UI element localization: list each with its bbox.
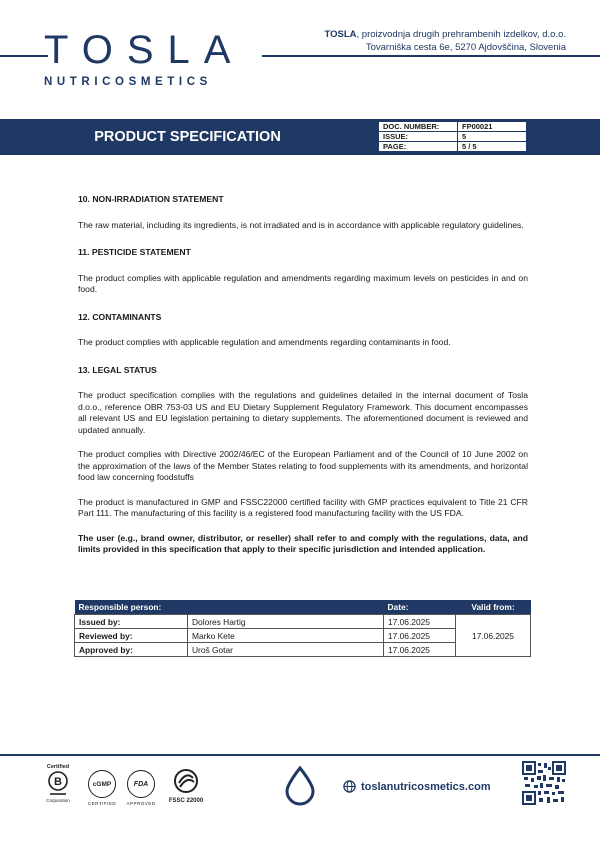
fda-text: FDA: [133, 780, 149, 788]
section-10-text: The raw material, including its ingredients, is not irradiated and is in accordance with applicable regulatory guidelines.: [78, 219, 524, 230]
fda-badge: [124, 770, 158, 806]
section-11-text: The product complies with applicable regulation and amendments regarding maximum levels on pesticides in and on food.: [78, 272, 528, 294]
company-descriptor: , proizvodnja drugih prehrambenih izdelkov, d.o.o.: [356, 29, 566, 40]
globe-icon: [343, 780, 356, 793]
valid-from-cell: 17.06.2025: [456, 615, 531, 657]
logo-subtitle: NUTRICOSMETICS: [44, 76, 212, 88]
responsible-persons-table: [74, 600, 531, 657]
issue-label: ISSUE:: [379, 132, 458, 142]
page-title: PRODUCT SPECIFICATION: [0, 119, 375, 155]
page-value: 5 / 5: [458, 142, 527, 152]
section-12-text: The product complies with applicable regulation and amendments regarding contaminants in food.: [78, 337, 451, 347]
document-info-table: [378, 121, 527, 152]
doc-number-value: FP00021: [458, 122, 527, 132]
fssc-badge: [166, 768, 206, 804]
header-rule-right: [262, 55, 600, 57]
tosla-logo: [44, 30, 254, 88]
section-13-heading: 13. LEGAL STATUS: [78, 364, 157, 375]
cgmp-text: cGMP: [92, 780, 112, 788]
bcorp-icon: [47, 770, 69, 796]
header-date: Date:: [384, 600, 456, 615]
company-name: TOSLA: [324, 29, 357, 40]
fssc-icon: [173, 768, 199, 796]
bcorp-top-text: Certified: [46, 764, 70, 770]
company-address: Tovarniška cesta 6e, 5270 Ajdovščina, Slovenia: [365, 42, 566, 53]
certification-badges: [44, 764, 214, 810]
issue-value: 5: [458, 132, 527, 142]
role-cell: Issued by:: [75, 615, 188, 629]
date-cell: 17.06.2025: [384, 643, 456, 657]
name-cell: Marko Kete: [188, 629, 384, 643]
company-info: [324, 28, 566, 54]
bcorp-bottom-text: Corporation: [46, 798, 70, 803]
role-cell: Reviewed by:: [75, 629, 188, 643]
fda-subtext: APPROVED: [126, 801, 156, 806]
date-cell: 17.06.2025: [384, 629, 456, 643]
name-cell: Dolores Hartig: [188, 615, 384, 629]
website-text: toslanutricosmetics.com: [361, 780, 491, 793]
role-cell: Approved by:: [75, 643, 188, 657]
section-11-heading: 11. PESTICIDE STATEMENT: [78, 247, 191, 257]
section-13-paragraph-1: The product specification complies with the regulations and guidelines detailed in the internal document of Tosla d.o.o., reference OBR 753-03 US and EU Dietary Supplement Regulatory Framework. This document encompasses all relevant US and EU legislation pertaining to dietary supplements. The aforementioned document is reviewed and updated annually.: [78, 390, 528, 435]
document-body: [78, 194, 528, 569]
bcorp-badge: [44, 764, 72, 803]
date-cell: 17.06.2025: [384, 615, 456, 629]
section-13-paragraph-4: The user (e.g., brand owner, distributor, or reseller) shall refer to and comply with the regulations, data, and limits provided in this specification that apply to their specific jurisdiction and intended application.: [78, 532, 528, 554]
cgmp-badge: [86, 770, 118, 806]
page-label: PAGE:: [379, 142, 458, 152]
tosla-drop-icon: [283, 766, 317, 806]
section-13-paragraph-2: The product complies with Directive 2002/46/EC of the European Parliament and of the Council of 10 June 2002 on the approximation of the laws of the Member States relating to food supplements with its amendments, and horizontal food law concerning foodstuffs: [78, 449, 528, 482]
footer-rule: [0, 754, 600, 756]
section-10-heading: 10. NON-IRRADIATION STATEMENT: [78, 194, 224, 204]
cgmp-subtext: CERTIFIED: [87, 801, 117, 806]
svg-text:B: B: [54, 776, 62, 788]
section-12-heading: 12. CONTAMINANTS: [78, 311, 162, 322]
header-valid-from: Valid from:: [456, 600, 531, 615]
doc-number-label: DOC. NUMBER:: [379, 122, 458, 132]
fssc-text: FSSC 22000: [168, 798, 204, 804]
table-row: [75, 615, 531, 629]
fda-icon: [127, 770, 155, 798]
website-link[interactable]: [343, 780, 491, 793]
name-cell: Uroš Gotar: [188, 643, 384, 657]
logo-word: TOSLA: [44, 28, 245, 72]
header-rule-left: [0, 55, 48, 57]
cgmp-icon: [88, 770, 116, 798]
qr-code-icon: [522, 761, 566, 805]
section-13-paragraph-3: The product is manufactured in GMP and FSSC22000 certified facility with GMP practices equivalent to Title 21 CFR Part 111. The manufacturing of this facility is a registered food manufacturing facility with the US FDA.: [78, 496, 528, 518]
header-responsible-person: Responsible person:: [75, 600, 384, 615]
